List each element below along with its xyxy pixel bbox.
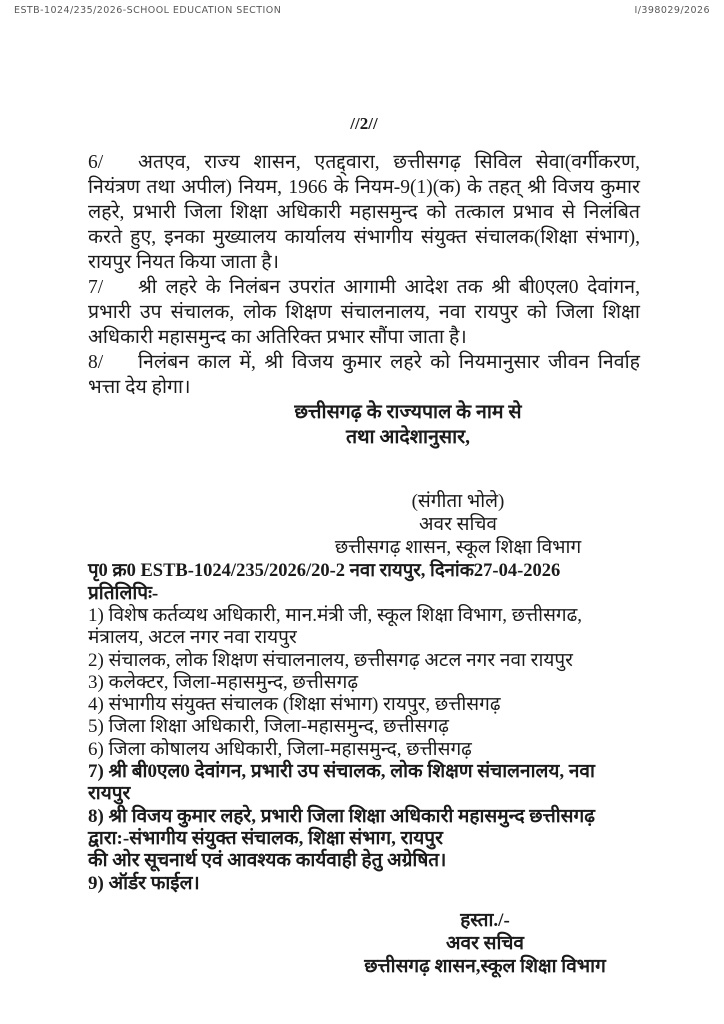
header-computer-number: I/398029/2026 (634, 5, 710, 16)
copy-distribution-list (88, 605, 640, 895)
header-file-number: ESTB-1024/235/2026-SCHOOL EDUCATION SECTION (14, 5, 282, 16)
copy-list-item-9: 9) ऑर्डर फाईल। (88, 872, 200, 894)
copy-list-item-7: 7) श्री बी0एल0 देवांगन, प्रभारी उप संचालक, लोक शिक्षण संचालनालय, नवा रायपुर (88, 761, 595, 805)
footer-designation: अवर सचिव (446, 932, 524, 954)
document-header (14, 5, 710, 16)
by-order-line-2: तथा आदेशानुसार, (345, 427, 470, 448)
copy-list-item-1: 1) विशेष कर्तव्यथ अधिकारी, मान.मंत्री जी, स्कूल शिक्षा विभाग, छत्तीसगढ, मंत्रालय, अटल नगर नवा रायपुर (88, 605, 583, 649)
signatory-department: छत्तीसगढ़ शासन, स्कूल शिक्षा विभाग (334, 537, 582, 558)
paragraph-7-text: श्री लहरे के निलंबन उपरांत आगामी आदेश तक श्री बी0एल0 देवांगन, प्रभारी उप संचालक, लोक शिक्षण संचालनालय, नवा रायपुर को जिला शिक्षा अधिकारी महासमुन्द का अतिरिक्त प्रभार सौंपा जाता है। (88, 277, 640, 348)
paragraph-7-number: 7/ (88, 277, 104, 298)
copy-list-item-5: 5) जिला शिक्षा अधिकारी, जिला-महासमुन्द, छत्तीसगढ़ (88, 716, 449, 738)
paragraph-8-number: 8/ (88, 352, 104, 373)
copy-list-item-3: 3) कलेक्टर, जिला-महासमुन्द, छत्तीसगढ़ (88, 671, 359, 693)
by-order-line-1: छत्तीसगढ़ के राज्यपाल के नाम से (294, 402, 522, 423)
footer-signature-block (335, 909, 635, 978)
paragraph-6-text: अतएव, राज्य शासन, एतद्द्वारा, छत्तीसगढ़ सिविल सेवा(वर्गीकरण, नियंत्रण तथा अपील) नियम, 1966 के नियम-9(1)(क) के तहत् श्री विजय कुमार लहरे, प्रभारी जिला शिक्षा अधिकारी महासमुन्द को तत्काल प्रभाव से निलंबित करते हुए, इनका मुख्यालय कार्यालय संभागीय संयुक्त संचालक(शिक्षा संभाग), रायपुर नियत किया जाता है। (88, 152, 640, 273)
footer-signed-mark: हस्ता./- (460, 909, 510, 931)
copy-list-item-2: 2) संचालक, लोक शिक्षण संचालनालय, छत्तीसगढ़ अटल नगर नवा रायपुर (88, 649, 573, 671)
by-order-block (268, 400, 548, 450)
copy-list-item-8-forward-line: की ओर सूचनार्थ एवं आवश्यक कार्यवाही हेतु अग्रेषित। (88, 850, 447, 872)
copy-list-item-8-through-line: द्वारा:-संभागीय संयुक्त संचालक, शिक्षा संभाग, रायपुर (88, 827, 443, 849)
signatory-name: (संगीता भोले) (411, 491, 505, 512)
document-body (88, 114, 640, 978)
paragraph-6 (88, 150, 640, 275)
paragraph-6-number: 6/ (88, 152, 104, 173)
paragraph-8 (88, 350, 640, 400)
copy-list-item-4: 4) संभागीय संयुक्त संचालक (शिक्षा संभाग) रायपुर, छत्तीसगढ़ (88, 694, 501, 716)
endorsement-reference-line: पृ0 क्र0 ESTB-1024/235/2026/20-2 नवा रायपुर, दिनांक27-04-2026 (88, 561, 561, 581)
signature-block (303, 490, 613, 559)
paragraph-8-text: निलंबन काल में, श्री विजय कुमार लहरे को नियमानुसार जीवन निर्वाह भत्ता देय होगा। (88, 352, 640, 398)
copy-to-label: प्रतिलिपिः- (88, 583, 159, 604)
paragraph-7 (88, 275, 640, 350)
copy-list-item-6: 6) जिला कोषालय अधिकारी, जिला-महासमुन्द, छत्तीसगढ़ (88, 738, 472, 760)
page-number: //2// (350, 114, 378, 133)
footer-department: छत्तीसगढ़ शासन,स्कूल शिक्षा विभाग (364, 955, 606, 977)
signatory-designation: अवर सचिव (419, 514, 497, 535)
copy-list-item-8: 8) श्री विजय कुमार लहरे, प्रभारी जिला शिक्षा अधिकारी महासमुन्द छत्तीसगढ़ (88, 805, 595, 827)
